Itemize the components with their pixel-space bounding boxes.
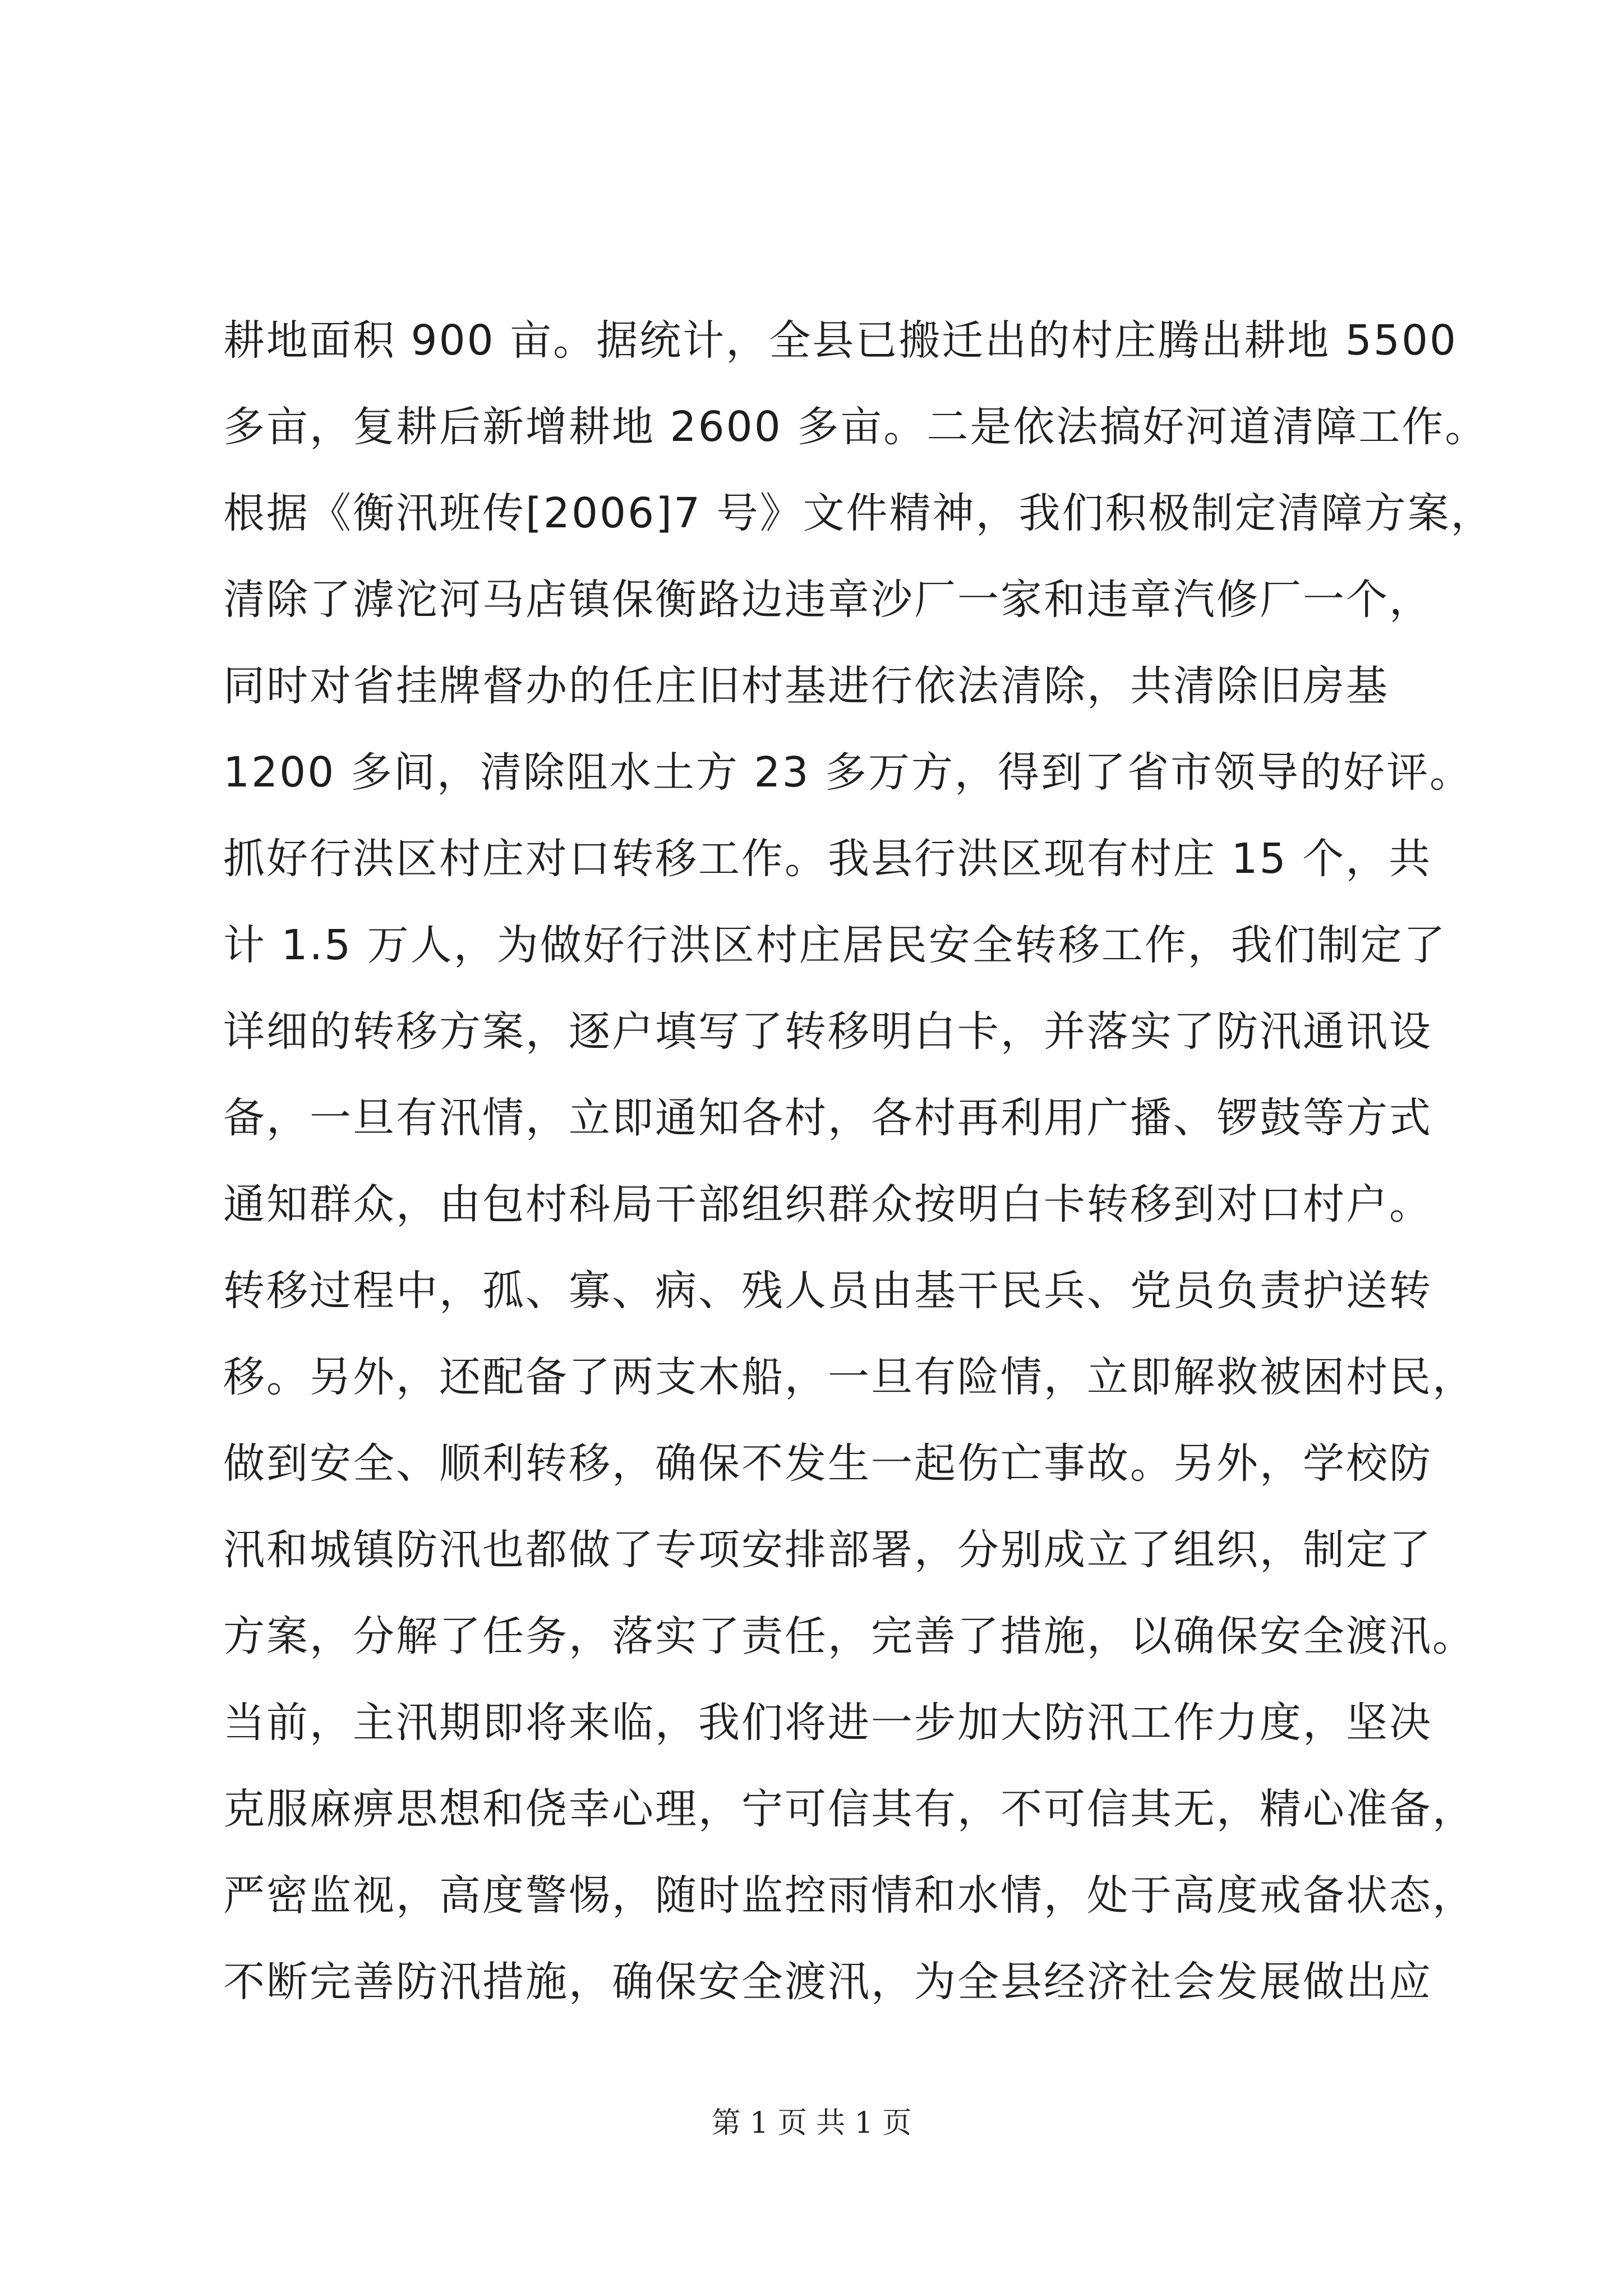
text-line: 清除了滹沱河马店镇保衡路边违章沙厂一家和违章汽修厂一个， [223, 576, 1432, 624]
text-line: 不断完善防汛措施，确保安全渡汛，为全县经济社会发展做出应 [223, 1958, 1432, 2006]
text-line: 转移过程中，孤、寡、病、残人员由基干民兵、党员负责护送转 [223, 1267, 1432, 1315]
text-line: 备，一旦有汛情，立即通知各村，各村再利用广播、锣鼓等方式 [223, 1094, 1432, 1142]
text-line: 做到安全、顺利转移，确保不发生一起伤亡事故。另外，学校防 [223, 1439, 1432, 1488]
text-line: 当前，主汛期即将来临，我们将进一步加大防汛工作力度，坚决 [223, 1699, 1432, 1747]
text-line: 克服麻痹思想和侥幸心理，宁可信其有，不可信其无，精心准备， [223, 1785, 1476, 1833]
text-line: 详细的转移方案，逐户填写了转移明白卡，并落实了防汛通讯设 [223, 1007, 1432, 1056]
page-number-label: 第 1 页 共 1 页 [711, 2106, 912, 2140]
body-text [223, 297, 1502, 2025]
text-line: 根据《衡汛班传[2006]7 号》文件精神，我们积极制定清障方案， [223, 489, 1494, 537]
text-line: 同时对省挂牌督办的任庄旧村基进行依法清除，共清除旧房基 [223, 662, 1389, 710]
text-line: 严密监视，高度警惕，随时监控雨情和水情，处于高度戒备状态， [223, 1871, 1476, 1920]
text-line: 抓好行洪区村庄对口转移工作。我县行洪区现有村庄 15 个，共 [223, 835, 1432, 883]
page-footer [0, 2101, 1623, 2146]
text-line: 方案，分解了任务，落实了责任，完善了措施，以确保安全渡汛。 [223, 1612, 1476, 1660]
text-line: 耕地面积 900 亩。据统计，全县已搬迁出的村庄腾出耕地 5500 [223, 316, 1458, 365]
text-line: 计 1.5 万人，为做好行洪区村庄居民安全转移工作，我们制定了 [223, 921, 1447, 969]
text-line: 1200 多间，清除阻水土方 23 多万方，得到了省市领导的好评。 [223, 748, 1473, 797]
text-line: 移。另外，还配备了两支木船，一旦有险情，立即解救被困村民， [223, 1353, 1476, 1401]
text-line: 通知群众，由包村科局干部组织群众按明白卡转移到对口村户。 [223, 1180, 1432, 1228]
text-line: 多亩，复耕后新增耕地 2600 多亩。二是依法搞好河道清障工作。 [223, 403, 1488, 451]
text-line: 汛和城镇防汛也都做了专项安排部署，分别成立了组织，制定了 [223, 1526, 1432, 1574]
